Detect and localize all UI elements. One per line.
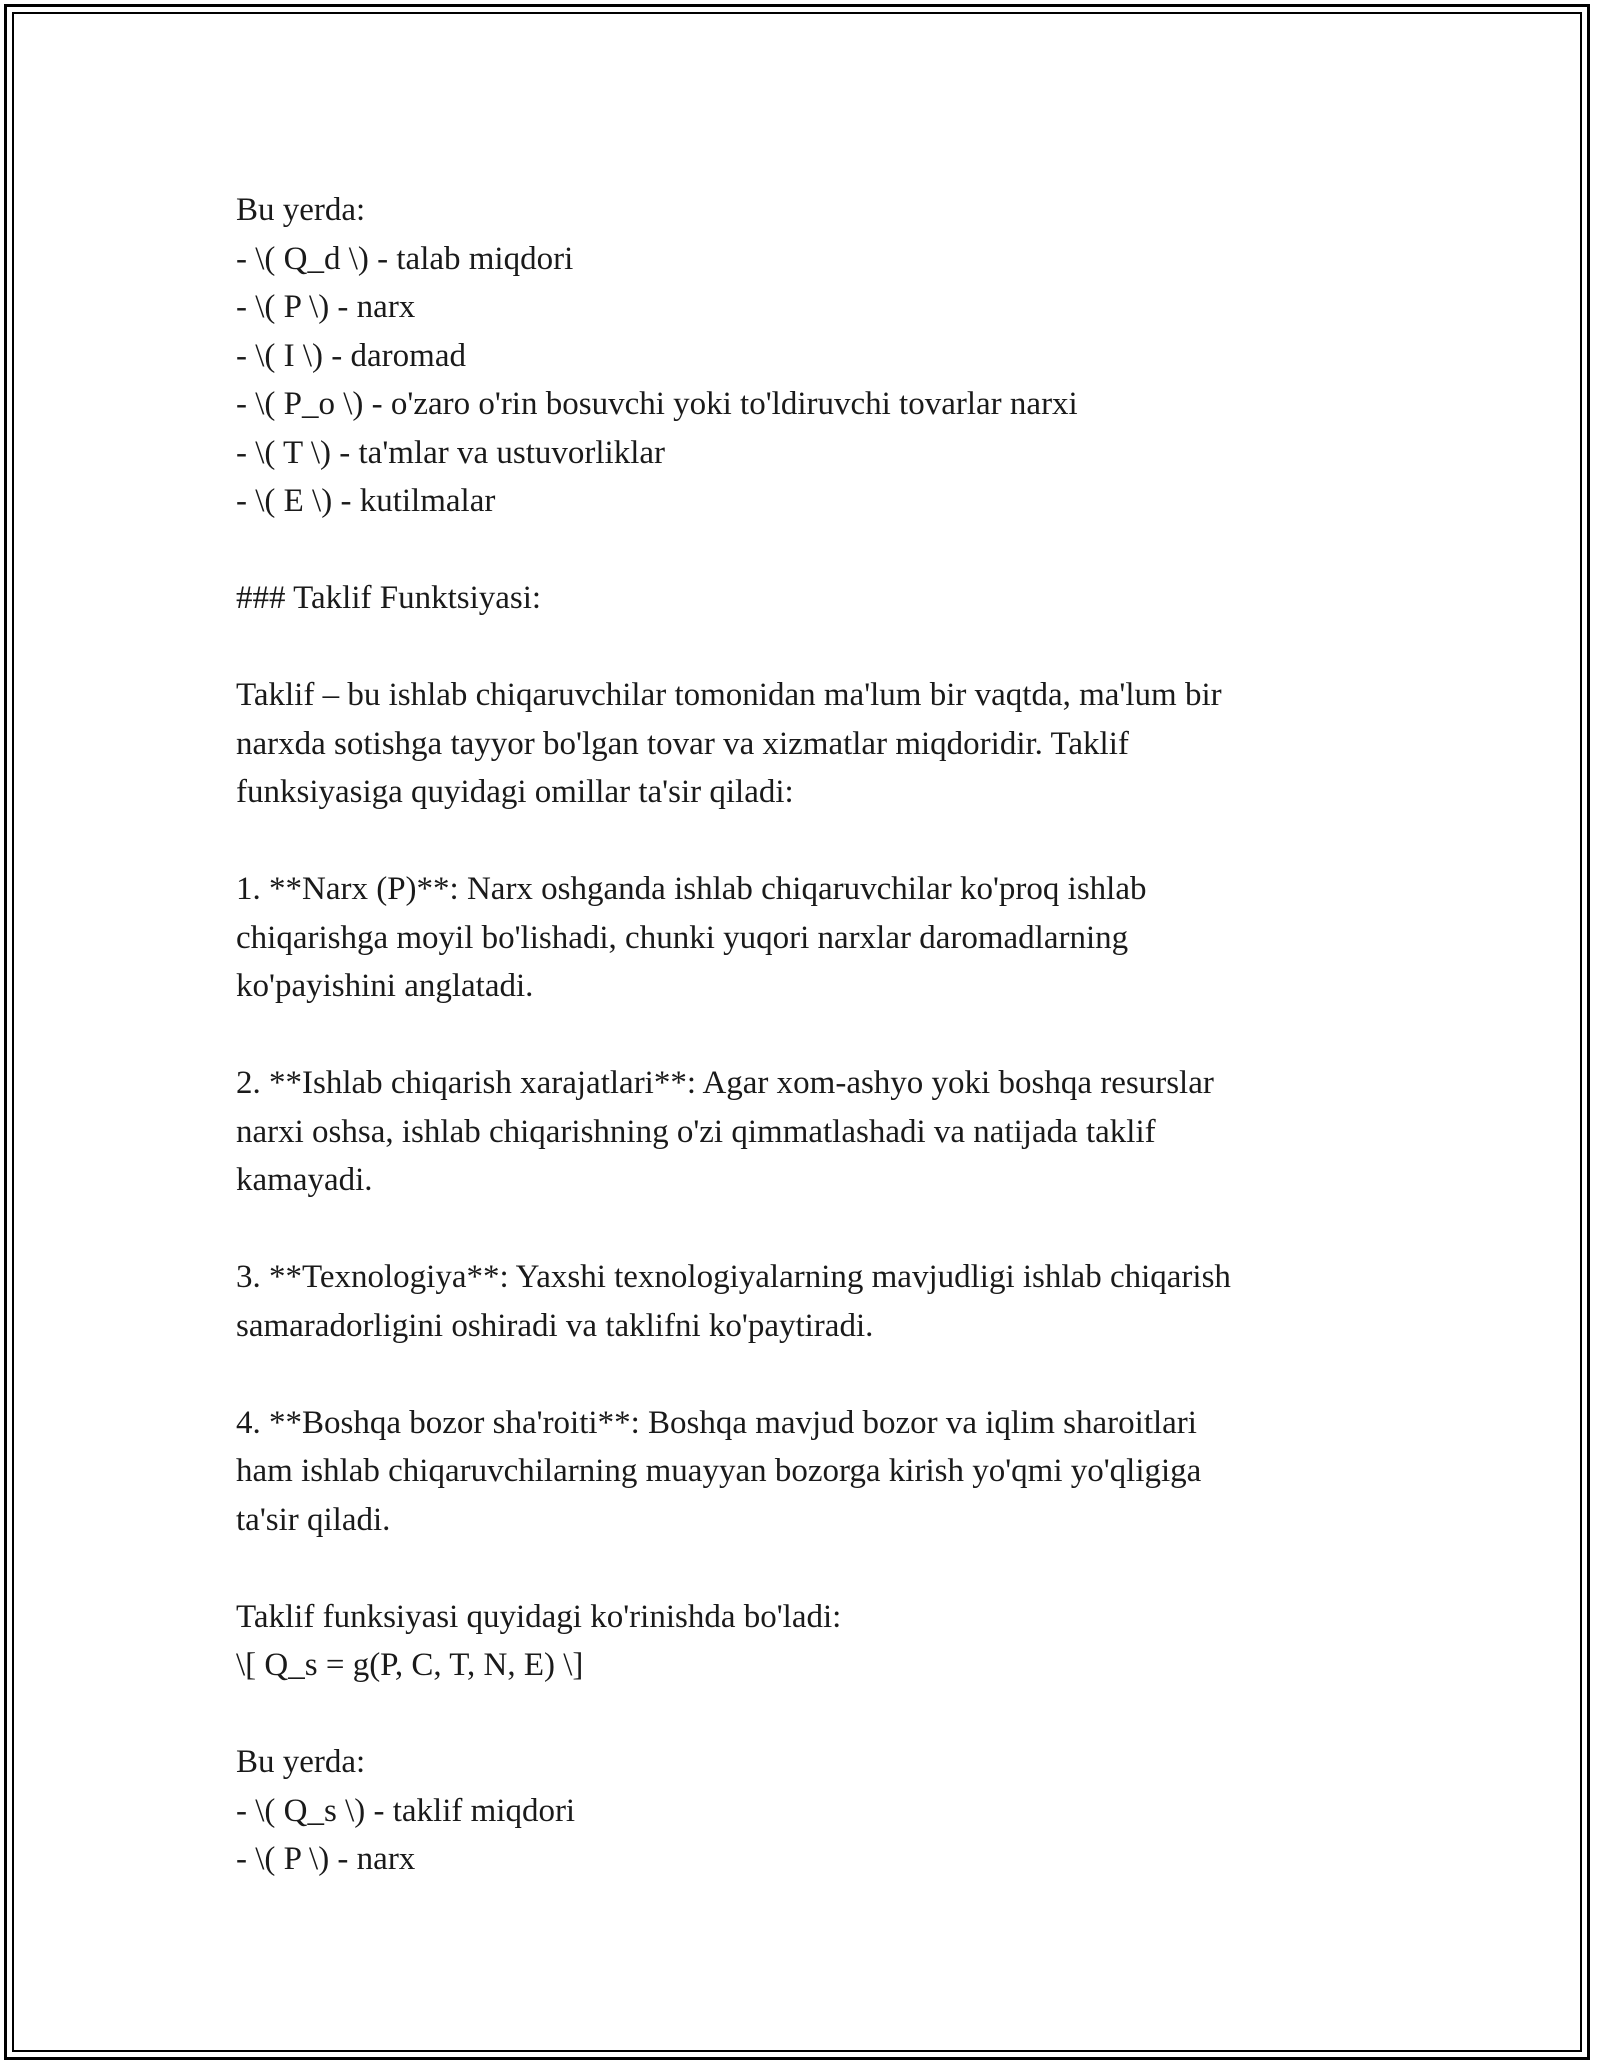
paragraph-line: Taklif – bu ishlab chiqaruvchilar tomonidan ma'lum bir vaqtda, ma'lum bir bbox=[236, 677, 1222, 713]
paragraph-line: kamayadi. bbox=[236, 1162, 373, 1198]
list-item: - \( I \) - daromad bbox=[236, 337, 466, 374]
factor-3 bbox=[236, 1253, 1416, 1350]
factor-4 bbox=[236, 1399, 1416, 1545]
paragraph-line: ko'payishini anglatadi. bbox=[236, 968, 534, 1004]
paragraph-line: 3. **Texnologiya**: Yaxshi texnologiyalarning mavjudligi ishlab chiqarish bbox=[236, 1259, 1231, 1295]
paragraph-line: chiqarishga moyil bo'lishadi, chunki yuqori narxlar daromadlarning bbox=[236, 919, 1129, 956]
paragraph-line: narxda sotishga tayyor bo'lgan tovar va xizmatlar miqdoridir. Taklif bbox=[236, 725, 1129, 762]
paragraph-line: samaradorligini oshiradi va taklifni ko'paytiradi. bbox=[236, 1307, 874, 1344]
demand-variables-list bbox=[236, 186, 1416, 526]
list-intro: Bu yerda: bbox=[236, 192, 366, 228]
list-item: - \( P \) - narx bbox=[236, 1841, 416, 1877]
paragraph-line: ham ishlab chiqaruvchilarning muayyan bozorga kirish yo'qmi yo'qligiga bbox=[236, 1453, 1202, 1489]
paragraph-line: funksiyasiga quyidagi omillar ta'sir qiladi: bbox=[236, 774, 794, 810]
paragraph-line: narxi oshsa, ishlab chiqarishning o'zi qimmatlashadi va natijada taklif bbox=[236, 1113, 1156, 1150]
section-heading: ### Taklif Funktsiyasi: bbox=[236, 580, 542, 616]
definition-paragraph bbox=[236, 671, 1416, 817]
list-item: - \( T \) - ta'mlar va ustuvorliklar bbox=[236, 434, 666, 471]
formula-intro: Taklif funksiyasi quyidagi ko'rinishda bo'ladi: bbox=[236, 1598, 842, 1635]
document-body bbox=[236, 186, 1416, 1884]
supply-formula-block bbox=[236, 1593, 1416, 1690]
list-item: - \( Q_d \) - talab miqdori bbox=[236, 240, 574, 277]
supply-formula: \[ Q_s = g(P, C, T, N, E) \] bbox=[236, 1647, 584, 1683]
paragraph-line: 2. **Ishlab chiqarish xarajatlari**: Agar xom-ashyo yoki boshqa resurslar bbox=[236, 1065, 1214, 1101]
list-item: - \( Q_s \) - taklif miqdori bbox=[236, 1792, 576, 1829]
factor-2 bbox=[236, 1059, 1416, 1205]
supply-variables-list bbox=[236, 1738, 1416, 1884]
factor-1 bbox=[236, 865, 1416, 1011]
list-item: - \( P_o \) - o'zaro o'rin bosuvchi yoki to'ldiruvchi tovarlar narxi bbox=[236, 386, 1078, 422]
paragraph-line: 4. **Boshqa bozor sha'roiti**: Boshqa mavjud bozor va iqlim sharoitlari bbox=[236, 1404, 1197, 1441]
list-item: - \( E \) - kutilmalar bbox=[236, 483, 496, 519]
paragraph-line: ta'sir qiladi. bbox=[236, 1501, 391, 1538]
paragraph-line: 1. **Narx (P)**: Narx oshganda ishlab chiqaruvchilar ko'proq ishlab bbox=[236, 871, 1147, 907]
list-item: - \( P \) - narx bbox=[236, 289, 416, 325]
list-intro: Bu yerda: bbox=[236, 1744, 366, 1780]
